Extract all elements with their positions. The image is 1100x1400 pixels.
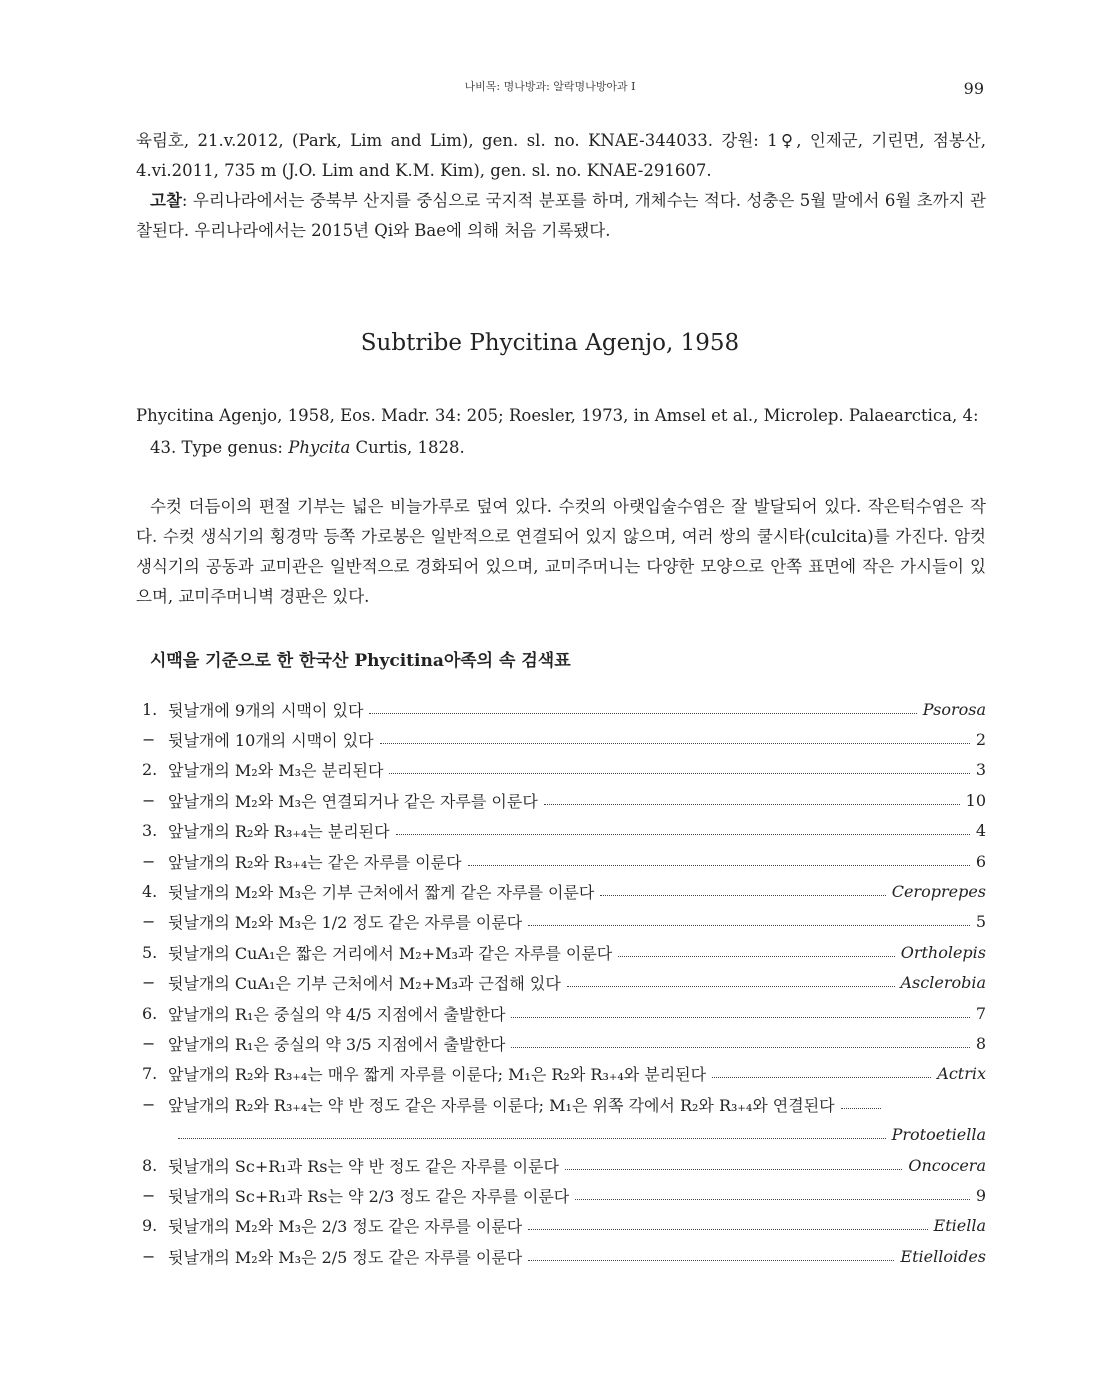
key-row-text: 앞날개의 R₁은 중실의 약 4/5 지점에서 출발한다 xyxy=(168,1004,506,1024)
leader-dots xyxy=(565,1169,902,1170)
key-row xyxy=(142,968,986,998)
leader-dots xyxy=(511,1047,969,1048)
key-row-number: − xyxy=(142,730,156,750)
key-row xyxy=(142,1211,986,1241)
key-row-couplet-ref: 7 xyxy=(975,1003,986,1023)
key-row-genus: Actrix xyxy=(937,1064,986,1084)
key-row xyxy=(142,998,986,1028)
leader-dots xyxy=(841,1108,881,1109)
key-row-text: 앞날개의 M₂와 M₃은 분리된다 xyxy=(168,761,384,781)
key-row-number: 3. xyxy=(142,821,158,841)
leader-dots xyxy=(369,713,916,714)
key-row xyxy=(142,1241,986,1271)
key-row-text: 뒷날개의 Sc+R₁과 Rs는 약 반 정도 같은 자루를 이룬다 xyxy=(168,1156,559,1176)
leader-dots xyxy=(544,804,960,805)
key-row-number: − xyxy=(142,1185,156,1205)
key-row-genus: Etiella xyxy=(933,1216,986,1236)
key-row-number: 4. xyxy=(142,882,158,902)
key-row-number: 6. xyxy=(142,1003,158,1023)
key-row-number: 2. xyxy=(142,760,158,780)
leader-dots xyxy=(600,895,885,896)
key-row-text: 뒷날개의 Sc+R₁과 Rs는 약 2/3 정도 같은 자루를 이룬다 xyxy=(168,1186,570,1206)
remarks-text: : 우리나라에서는 중북부 산지를 중심으로 국지적 분포를 하며, 개체수는 적다. 성충은 5월 말에서 6월 초까지 관찰된다. 우리나라에서는 2015년 Qi와 Bae에 의해 처음 기록됐다. xyxy=(136,191,986,240)
leader-dots xyxy=(389,773,969,774)
key-row xyxy=(142,1119,986,1149)
remarks-label: 고찰 xyxy=(150,191,182,210)
leader-dots xyxy=(618,956,894,957)
running-head: 나비목: 명나방과: 알락명나방아과 I xyxy=(464,80,636,93)
key-row xyxy=(142,1028,986,1058)
key-row-genus: Ceroprepes xyxy=(891,882,986,902)
key-row xyxy=(142,1089,986,1119)
key-row-couplet-ref: 5 xyxy=(975,912,986,932)
key-row-text: 앞날개의 R₂와 R₃₊₄는 매우 짧게 자루를 이룬다; M₁은 R₂와 R₃₊₄와 분리된다 xyxy=(168,1065,707,1085)
leader-dots xyxy=(712,1077,931,1078)
key-row xyxy=(142,937,986,967)
leader-dots xyxy=(567,986,895,987)
leader-dots xyxy=(178,1138,886,1139)
key-row-couplet-ref: 4 xyxy=(975,821,986,841)
key-row-couplet-ref: 9 xyxy=(975,1185,986,1205)
key-row-text: 뒷날개에 10개의 시맥이 있다 xyxy=(168,731,374,751)
specimen-text: 육림호, 21.v.2012, (Park, Lim and Lim), gen. sl. no. KNAE-344033. 강원: 1♀, 인제군, 기린면, 점봉산, 4.vi.2011, 735 m (J.O. Lim and K.M. Kim), gen. sl. no. KNAE-291607. xyxy=(136,131,986,180)
key-row-number: 8. xyxy=(142,1155,158,1175)
key-row-genus: Psorosa xyxy=(922,699,986,719)
key-row xyxy=(142,755,986,785)
citation xyxy=(136,400,986,464)
key-row-text: 앞날개의 R₂와 R₃₊₄는 약 반 정도 같은 자루를 이룬다; M₁은 위쪽 각에서 R₂와 R₃₊₄와 연결된다 xyxy=(168,1095,835,1115)
key-row xyxy=(142,1059,986,1089)
key-row xyxy=(142,876,986,906)
key-row-text: 뒷날개의 M₂와 M₃은 1/2 정도 같은 자루를 이룬다 xyxy=(168,913,523,933)
leader-dots xyxy=(528,925,970,926)
key-row xyxy=(142,694,986,724)
key-row-text: 뒷날개의 M₂와 M₃은 2/3 정도 같은 자루를 이룬다 xyxy=(168,1217,523,1237)
key-row-text: 뒷날개의 CuA₁은 짧은 거리에서 M₂+M₃과 같은 자루를 이룬다 xyxy=(168,943,613,963)
page-number: 99 xyxy=(963,79,984,98)
key-row xyxy=(142,785,986,815)
key-title: 시맥을 기준으로 한 한국산 Phycitina아족의 속 검색표 xyxy=(150,651,571,671)
leader-dots xyxy=(575,1199,970,1200)
key-row-couplet-ref: 2 xyxy=(975,730,986,750)
key-row-number: 9. xyxy=(142,1216,158,1236)
key-row-genus: Ortholepis xyxy=(900,942,986,962)
key-row-couplet-ref: 8 xyxy=(975,1033,986,1053)
key-row-text: 뒷날개에 9개의 시맥이 있다 xyxy=(168,700,364,720)
key-row xyxy=(142,907,986,937)
key-row xyxy=(142,1150,986,1180)
description-paragraph: 수컷 더듬이의 편절 기부는 넓은 비늘가루로 덮여 있다. 수컷의 아랫입술수염은 잘 발달되어 있다. 작은턱수염은 작다. 수컷 생식기의 횡경막 등쪽 가로봉은 일반적으로 연결되어 있지 않으며, 여러 쌍의 쿨시타(culcita)를 가진다. 암컷 생식기의 공동과 교미관은 일반적으로 경화되어 있으며, 교미주머니는 다양한 모양으로 안쪽 표면에 작은 가시들이 있으며, 교미주머니벽 경판은 있다. xyxy=(136,497,986,606)
leader-dots xyxy=(396,834,970,835)
key-row xyxy=(142,724,986,754)
key-row-number: − xyxy=(142,1094,156,1114)
key-row-number: 7. xyxy=(142,1064,158,1084)
section-title: Subtribe Phycitina Agenjo, 1958 xyxy=(360,330,740,356)
leader-dots xyxy=(468,865,970,866)
key-row xyxy=(142,846,986,876)
key-row-text: 뒷날개의 M₂와 M₃은 기부 근처에서 짧게 같은 자루를 이룬다 xyxy=(168,883,595,903)
leader-dots xyxy=(528,1229,927,1230)
leader-dots xyxy=(380,743,970,744)
key-row-genus: Asclerobia xyxy=(900,973,986,993)
key-row xyxy=(142,816,986,846)
citation-line-1: Phycitina Agenjo, 1958, Eos. Madr. 34: 205; Roesler, 1973, in Amsel et al., Microlep. Palaearctica, 4: xyxy=(136,406,979,425)
key-row-couplet-ref: 6 xyxy=(975,851,986,871)
key-row-text: 앞날개의 R₁은 중실의 약 3/5 지점에서 출발한다 xyxy=(168,1034,506,1054)
key-row-couplet-ref: 10 xyxy=(965,790,986,810)
remarks xyxy=(136,191,986,240)
key-row-text: 앞날개의 R₂와 R₃₊₄는 분리된다 xyxy=(168,822,390,842)
key-row-couplet-ref: 3 xyxy=(975,760,986,780)
key-row-text: 앞날개의 M₂와 M₃은 연결되거나 같은 자루를 이룬다 xyxy=(168,791,538,811)
identification-key xyxy=(142,694,986,1271)
key-row-genus: Oncocera xyxy=(908,1155,986,1175)
key-row-number: − xyxy=(142,1033,156,1053)
key-row-number: − xyxy=(142,912,156,932)
key-row-number: − xyxy=(142,1246,156,1266)
key-row-number: − xyxy=(142,973,156,993)
key-row-text: 뒷날개의 M₂와 M₃은 2/5 정도 같은 자루를 이룬다 xyxy=(168,1247,523,1267)
key-row-number: 1. xyxy=(142,699,158,719)
key-row-text: 뒷날개의 CuA₁은 기부 근처에서 M₂+M₃과 근접해 있다 xyxy=(168,974,561,994)
key-row-genus: Etielloides xyxy=(900,1246,986,1266)
key-row-number: − xyxy=(142,790,156,810)
citation-line-2 xyxy=(136,438,465,457)
key-row-number: − xyxy=(142,851,156,871)
key-row xyxy=(142,1180,986,1210)
leader-dots xyxy=(511,1017,969,1018)
key-row-text: 앞날개의 R₂와 R₃₊₄는 같은 자루를 이룬다 xyxy=(168,852,462,872)
key-row-number: 5. xyxy=(142,942,158,962)
key-row-genus: Protoetiella xyxy=(891,1125,986,1145)
type-genus: Phycita xyxy=(288,438,351,457)
citation-post: Curtis, 1828. xyxy=(350,438,465,457)
specimen-paragraph xyxy=(136,126,986,246)
leader-dots xyxy=(528,1260,894,1261)
citation-pre: 43. Type genus: xyxy=(150,438,289,457)
